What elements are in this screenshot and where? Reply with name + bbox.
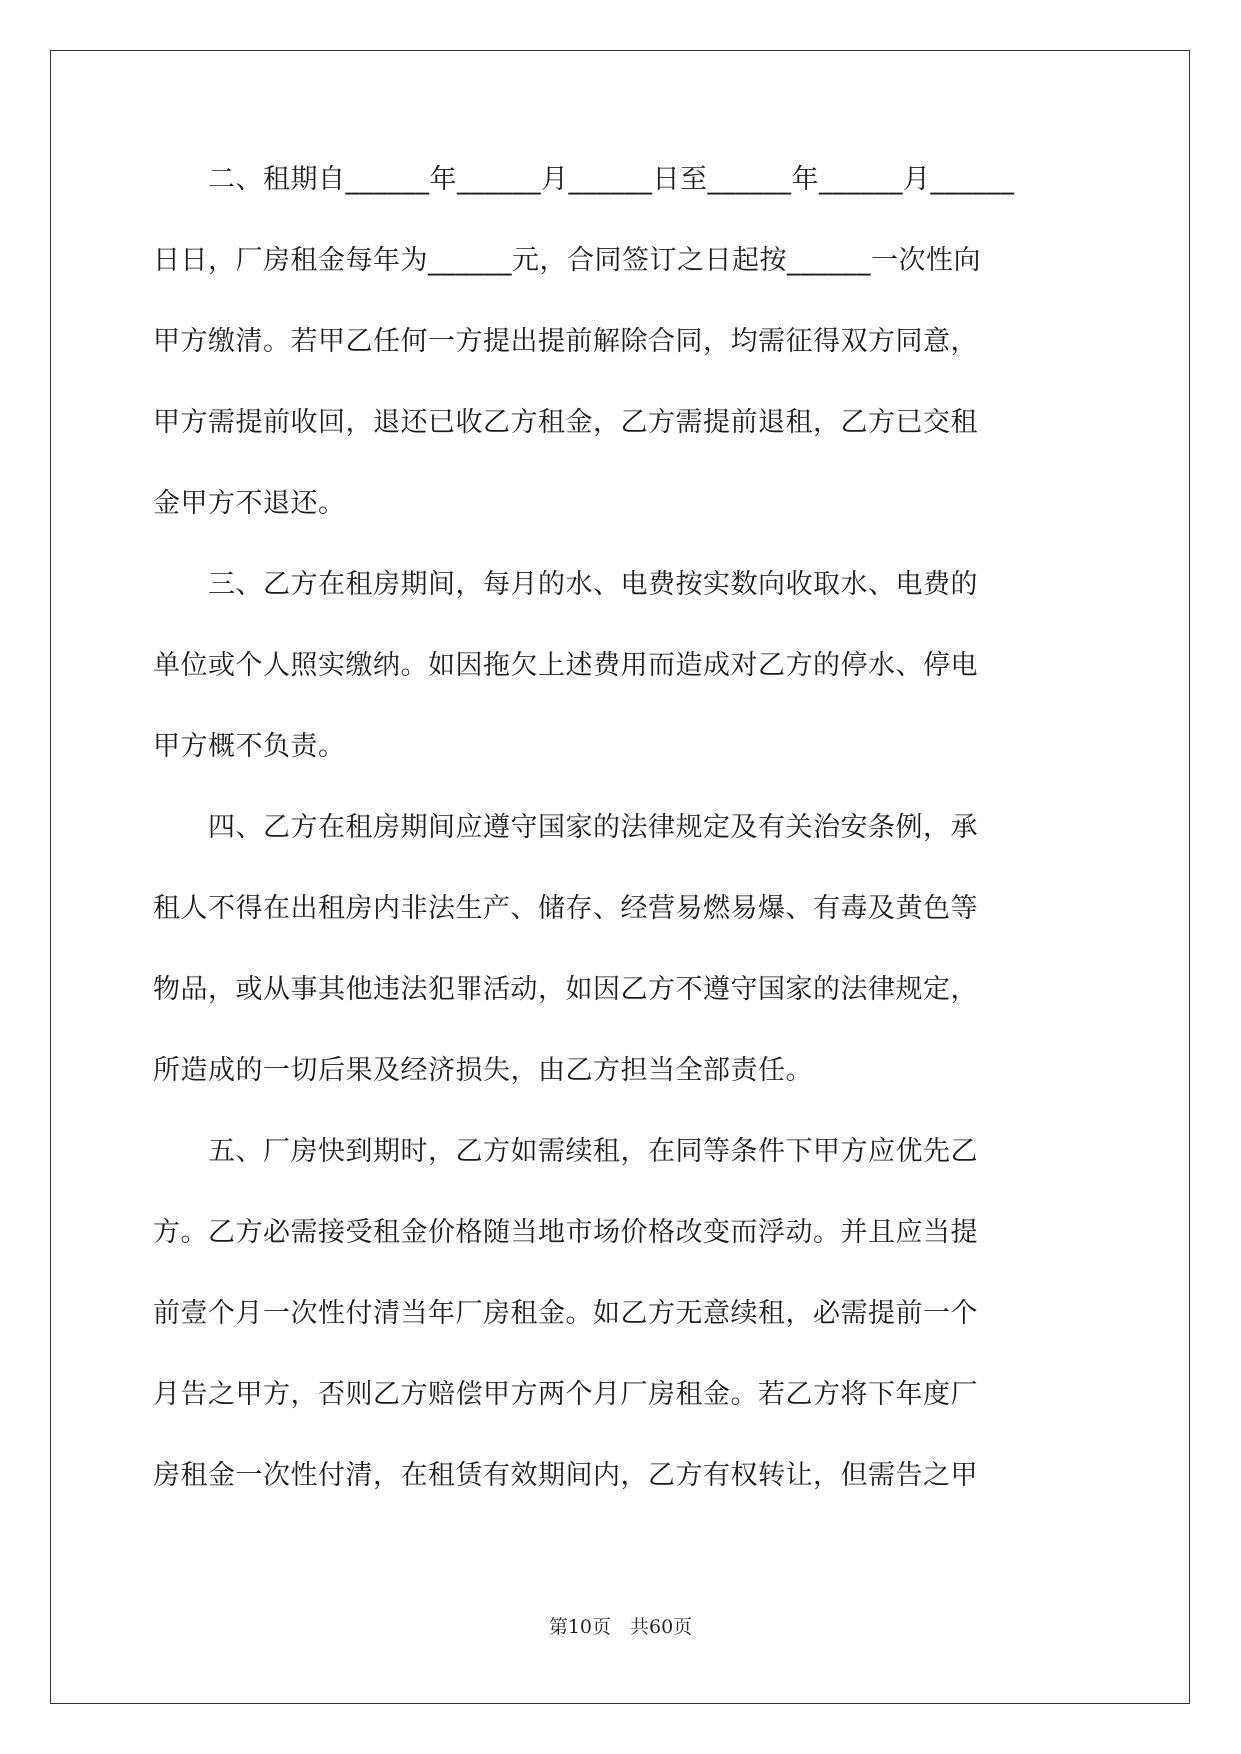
text-line: 单位或个人照实缴纳。如因拖欠上述费用而造成对乙方的停水、停电 [153, 650, 978, 681]
text-line: 所造成的一切后果及经济损失，由乙方担当全部责任。 [153, 1055, 813, 1086]
text-line: 前壹个月一次性付清当年厂房租金。如乙方无意续租，必需提前一个 [153, 1298, 978, 1329]
text-line: 四、乙方在租房期间应遵守国家的法律规定及有关治安条例，承 [153, 812, 978, 843]
text-line: 日日，厂房租金每年为______元，合同签订之日起按______一次性向 [153, 245, 981, 276]
text-line: 五、厂房快到期时，乙方如需续租，在同等条件下甲方应优先乙 [153, 1136, 978, 1167]
text-line: 三、乙方在租房期间，每月的水、电费按实数向收取水、电费的 [153, 569, 978, 600]
text-line: 物品，或从事其他违法犯罪活动，如因乙方不遵守国家的法律规定， [153, 974, 978, 1005]
text-line: 方。乙方必需接受租金价格随当地市场价格改变而浮动。并且应当提 [153, 1217, 978, 1248]
text-line: 二、租期自______年______月______日至______年______月______ [153, 164, 1015, 195]
text-line: 月告之甲方，否则乙方赔偿甲方两个月厂房租金。若乙方将下年度厂 [153, 1379, 978, 1410]
text-line: 甲方缴清。若甲乙任何一方提出提前解除合同，均需征得双方同意， [153, 326, 978, 357]
page-number-footer: 第10页 共60页 [548, 1616, 693, 1638]
text-line: 房租金一次性付清，在租赁有效期间内，乙方有权转让，但需告之甲 [153, 1460, 978, 1491]
text-line: 租人不得在出租房内非法生产、储存、经营易燃易爆、有毒及黄色等 [153, 893, 978, 924]
text-line: 甲方概不负责。 [153, 731, 346, 762]
text-line: 金甲方不退还。 [153, 488, 346, 519]
text-line: 甲方需提前收回，退还已收乙方租金，乙方需提前退租，乙方已交租 [153, 407, 978, 438]
